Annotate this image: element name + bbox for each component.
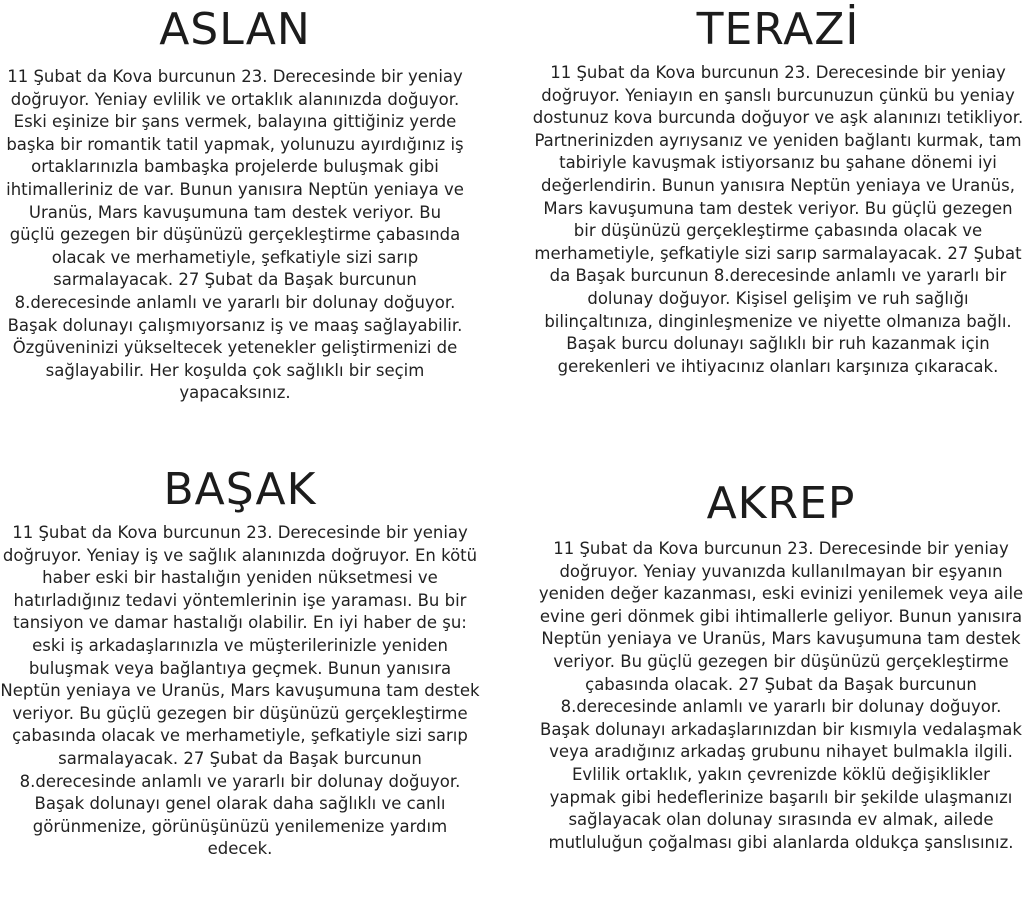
panel-text-akrep: 11 Şubat da Kova burcunun 23. Derecesinde bir yeniay doğruyor. Yeniay yuvanızda kullanılmayan bir eşyanın yeniden değer kazanması, eski evinizi yenilemek veya aile evine geri dönmek gibi ihtimallerle geliyor. Bunun yanısıra Neptün yeniaya ve Uranüs, Mars kavuşumuna tam destek veriyor. Bu güçlü gezegen bir düşünüzü gerçekleştirme çabasında olacak. 27 Şubat da Başak burcunun 8.derecesinde anlamlı ve yararlı bir dolunay doğuyor. Başak dolunayı arkadaşlarınızdan bir kısmıyla vedalaşmak veya aradığınız arkadaş grubunu nihayet bulmakla ilgili. Evlilik ortaklık, yakın çevrenizde köklü değişiklikler yapmak gibi hedeflerinize başarılı bir şekilde ulaşmanızı sağlayacak olan dolunay sırasında ev almak, ailede mutluluğun çoğalması gibi alanlarda oldukça şanslısınız. <box>538 539 1024 852</box>
panel-text-aslan: 11 Şubat da Kova burcunun 23. Derecesinde bir yeniay doğruyor. Yeniay evlilik ve ortaklık alanınızda doğuyor. Eski eşinize bir şans vermek, balayına gittiğiniz yerde başka bir romantik tatil yapmak, yolunuzu ayırdığınız iş ortaklarınızla bambaşka projelerde buluşmak gibi ihtimalleriniz de var. Bunun yanısıra Neptün yeniaya ve Uranüs, Mars kavuşumuna tam destek veriyor. Bu güçlü gezegen bir düşünüzü gerçekleştirme çabasında olacak ve merhametiyle, şefkatiyle sizi sarıp sarmalayacak. 27 Şubat da Başak burcunun 8.derecesinde anlamlı ve yararlı bir dolunay doğuyor. Başak dolunayı çalışmıyorsanız iş ve maaş sağlayabilir. Özgüveninizi yükseltecek yetenekler geliştirmenizi de sağlayabilir. Her koşulda çok sağlıklı bir seçim yapacaksınız. <box>6 67 464 403</box>
panel-title-aslan: ASLAN <box>159 4 311 55</box>
panel-title-akrep: AKREP <box>706 478 856 529</box>
panel-aslan <box>0 4 470 405</box>
panel-title-basak: BAŞAK <box>163 464 317 515</box>
panel-text-terazi: 11 Şubat da Kova burcunun 23. Derecesinde bir yeniay doğruyor. Yeniayın en şanslı burcunuzun çünkü bu yeniay dostunuz kova burcunda doğuyor ve aşk alanınızı tetikliyor. Partnerinizden ayrıysanız ve yeniden bağlantı kurmak, tam tabiriyle kavuşmak istiyorsanız bu şahane dönemi iyi değerlendirin. Bunun yanısıra Neptün yeniaya ve Uranüs, Mars kavuşumuna tam destek veriyor. Bu güçlü gezegen bir düşünüzü gerçekleştirme çabasında olacak ve merhametiyle, şefkatiyle sizi sarıp sarmalayacak. 27 Şubat da Başak burcunun 8.derecesinde anlamlı ve yararlı bir dolunay doğuyor. Kişisel gelişim ve ruh sağlığı bilinçaltınıza, dinginleşmenize ve niyette olmanıza bağlı. Başak burcu dolunayı sağlıklı bir ruh kazanmak için gerekenleri ve ihtiyacınız olanları karşınıza çıkaracak. <box>532 63 1024 376</box>
panel-akrep <box>538 478 1024 854</box>
panel-text-basak: 11 Şubat da Kova burcunun 23. Derecesinde bir yeniay doğruyor. Yeniay iş ve sağlık alanınızda doğruyor. En kötü haber eski bir hastalığın yeniden nüksetmesi ve hatırladığınız tedavi yöntemlerinin işe yaraması. Bu bir tansiyon ve damar hastalığı olabilir. En iyi haber de şu: eski iş arkadaşlarınızla ve müşterilerinizle yeniden buluşmak veya bağlantıya geçmek. Bunun yanısıra Neptün yeniaya ve Uranüs, Mars kavuşumuna tam destek veriyor. Bu güçlü gezegen bir düşünüzü gerçekleştirme çabasında olacak ve merhametiyle, şefkatiyle sizi sarıp sarmalayacak. 27 Şubat da Başak burcunun 8.derecesinde anlamlı ve yararlı bir dolunay doğuyor. Başak dolunayı genel olarak daha sağlıklı ve canlı görünmenize, görünüşünüzü yenilemenize yardım edecek. <box>0 523 480 859</box>
panel-terazi <box>532 4 1024 378</box>
panel-title-terazi: TERAZİ <box>696 4 860 55</box>
panel-basak <box>0 464 480 861</box>
